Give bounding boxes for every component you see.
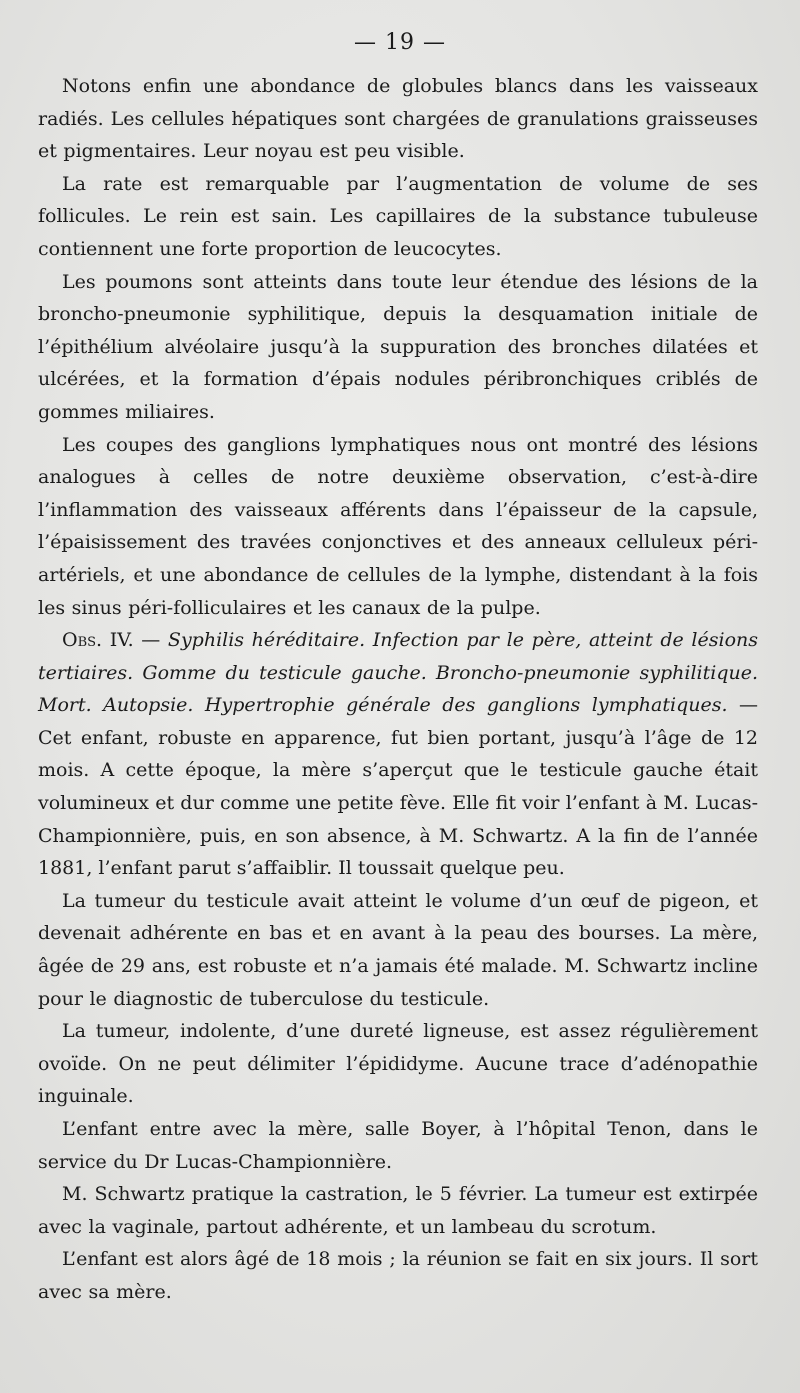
paragraph-tumor-shape: La tumeur, indolente, d’une dureté ligneuse, est assez régulièrement ovoïde. On ne peut délimiter l’épididyme. Aucune trace d’adénopathie inguinale. — [38, 1020, 758, 1108]
paragraph-discharge: L’enfant est alors âgé de 18 mois ; la réunion se fait en six jours. Il sort avec sa mère. — [38, 1248, 758, 1303]
paragraph-admission: L’enfant entre avec la mère, salle Boyer, à l’hôpital Tenon, dans le service du Dr Lucas-Championnière. — [38, 1118, 758, 1173]
paragraph-castration: M. Schwartz pratique la castration, le 5 février. La tumeur est extirpée avec la vaginale, partout adhérente, et un lambeau du scrotum. — [38, 1183, 758, 1238]
paragraph-lymph-nodes: Les coupes des ganglions lymphatiques nous ont montré des lésions analogues à celles de notre deuxième observation, c’est-à-dire l’inflammation des vaisseaux afférents dans l’épaisseur de la capsule, l’épaisissement des travées conjonctives et des anneaux celluleux péri-artériels, et une abondance de cellules de la lymphe, distendant à la fois les sinus péri-folliculaires et les canaux de la pulpe. — [38, 433, 758, 619]
paragraph-liver: Notons enfin une abondance de globules blancs dans les vaisseaux radiés. Les cellules hépatiques sont chargées de granulations graisseuses et pigmentaires. Leur noyau est peu visible. — [38, 75, 758, 163]
observation-label: Obs. IV. — [62, 629, 134, 652]
page-number: — 19 — — [354, 30, 446, 55]
paragraph-lungs: Les poumons sont atteints dans toute leur étendue des lésions de la broncho-pneumonie syphilitique, depuis la desquamation initiale de l’épithélium alvéolaire jusqu’à la suppuration des bronches dilatées et ulcérées, et la formation d’épais nodules péribronchiques criblés de gommes miliaires. — [38, 270, 758, 423]
observation-dash: — — [133, 629, 168, 652]
observation-text: — Cet enfant, robuste en apparence, fut bien portant, jusqu’à l’âge de 12 mois. A cette époque, la mère s’aperçut que le testicule gauche était volumineux et dur comme une petite fève. Elle fit voir l’enfant à M. Lucas-Championnière, puis, en son absence, à M. Schwartz. A la fin de l’année 1881, l’enfant parut s’affaiblir. Il toussait quelque peu. — [38, 694, 758, 880]
body-text — [38, 70, 758, 1309]
paragraph-tumor-volume: La tumeur du testicule avait atteint le volume d’un œuf de pigeon, et devenait adhérente en bas et en avant à la peau des bourses. La mère, âgée de 29 ans, est robuste et n’a jamais été malade. M. Schwartz incline pour le diagnostic de tuberculose du testicule. — [38, 889, 758, 1010]
observation-paragraph — [38, 624, 758, 885]
paragraph-spleen-kidney: La rate est remarquable par l’augmentation de volume de ses follicules. Le rein est sain. Les capillaires de la substance tubuleuse contiennent une forte proportion de leucocytes. — [38, 172, 758, 260]
observation-title: Syphilis héréditaire. Infection par le père, atteint de lésions tertiaires. Gomme du testicule gauche. Broncho-pneumonie syphilitique. Mort. Autopsie. Hypertrophie générale des ganglions lymphatiques. — [38, 629, 758, 717]
